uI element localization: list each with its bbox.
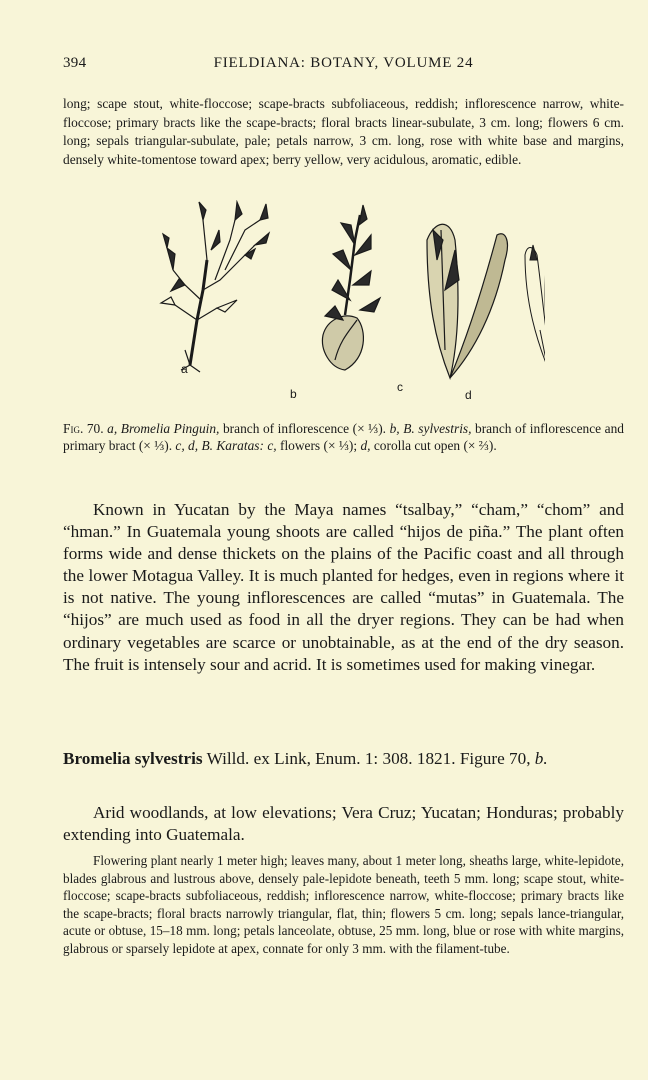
caption-b-label: b, (389, 421, 400, 436)
species-figure-letter: b. (534, 749, 548, 768)
drawing-c-flowers-icon (427, 224, 507, 378)
caption-b-text: branch of inflorescence and primary bract (× ⅓). (63, 421, 624, 453)
paragraph-description: Flowering plant nearly 1 meter high; leaves many, about 1 meter long, sheaths large, white-lepidote, blades glabrous and lustrous above, densely pale-lepidote beneath, teeth 5 mm. long; scape stout, white-floccose; scape-bracts subfoliaceous, reddish; inflorescence narrow, white-floccose; primary bracts like the scape-bracts; floral bracts narrowly triangular, flat, thin; flowers 5 cm. long; sepals lance-triangular, acute or obtuse, 15–18 mm. long; petals lanceolate, obtuse, 25 mm. long, blue or rose with white margins, glabrous or sparsely lepidote at apex, connate for only 3 mm. with the filament-tube. (63, 853, 624, 956)
figure-caption (63, 420, 624, 454)
species-heading (63, 748, 624, 770)
drawing-b-bromelia-sylvestris-icon (322, 205, 380, 370)
drawing-a-bromelia-pinguin-icon (161, 202, 269, 372)
paragraph-top: long; scape stout, white-floccose; scape-bracts subfoliaceous, reddish; inflorescence narrow, white-floccose; primary bracts like the scape-bracts; floral bracts linear-subulate, 3 cm. long; flowers 6 cm. long; sepals triangular-subulate, pale; petals narrow, 3 cm. long, rose with white base and margins, densely white-tomentose toward apex; berry yellow, very acidulous, aromatic, edible. (63, 96, 624, 167)
paragraph-habitat: Arid woodlands, at low elevations; Vera Cruz; Yucatan; Honduras; probably extending into Guatemala. (63, 803, 624, 845)
figure-label-b: b (290, 387, 297, 401)
caption-d-text: corolla cut open (× ⅔). (373, 438, 497, 453)
journal-title: FIELDIANA: BOTANY, VOLUME 24 (213, 55, 474, 71)
caption-c-text: flowers (× ⅓); (279, 438, 358, 453)
figure-label-c: c (397, 380, 403, 394)
figure-label-d: d (465, 388, 472, 402)
caption-cd-name: B. Karatas: (201, 438, 264, 453)
page-number: 394 (63, 55, 87, 71)
caption-b-name: B. sylvestris, (403, 421, 472, 436)
caption-a-text: branch of inflorescence (× ⅓). (222, 421, 387, 436)
caption-cd-label: c, d, (175, 438, 199, 453)
caption-d-label: d, (360, 438, 371, 453)
botanical-drawing (145, 200, 545, 410)
figure-70-illustration (145, 200, 545, 410)
paragraph-known: Known in Yucatan by the Maya names “tsalbay,” “cham,” “chom” and “hman.” In Guatemala young shoots are called “hijos de piña.” The plant often forms wide and dense thickets on the plains of the Pacific coast and all through the lower Motagua Valley. It is much planted for hedges, even in regions where it is not native. The young inflorescences are called “mutas” in Guatemala. The “hijos” are much used as food in all the dryer regions. They can be had when ordinary vegetables are scarce or unobtainable, as at the end of the dry season. The fruit is intensely sour and acrid. It is sometimes used for making vinegar. (63, 500, 624, 674)
caption-a-name: Bromelia Pinguin, (120, 421, 220, 436)
drawing-d-corolla-icon (525, 239, 545, 385)
species-name: Bromelia sylvestris (63, 749, 203, 768)
page (63, 0, 624, 1080)
caption-c-label: c, (267, 438, 277, 453)
caption-fig-label: Fig. 70. (63, 421, 104, 436)
figure-label-a: a (181, 362, 188, 376)
caption-a-label: a, (107, 421, 118, 436)
species-citation: Willd. ex Link, Enum. 1: 308. 1821. Figure 70, (206, 749, 531, 768)
